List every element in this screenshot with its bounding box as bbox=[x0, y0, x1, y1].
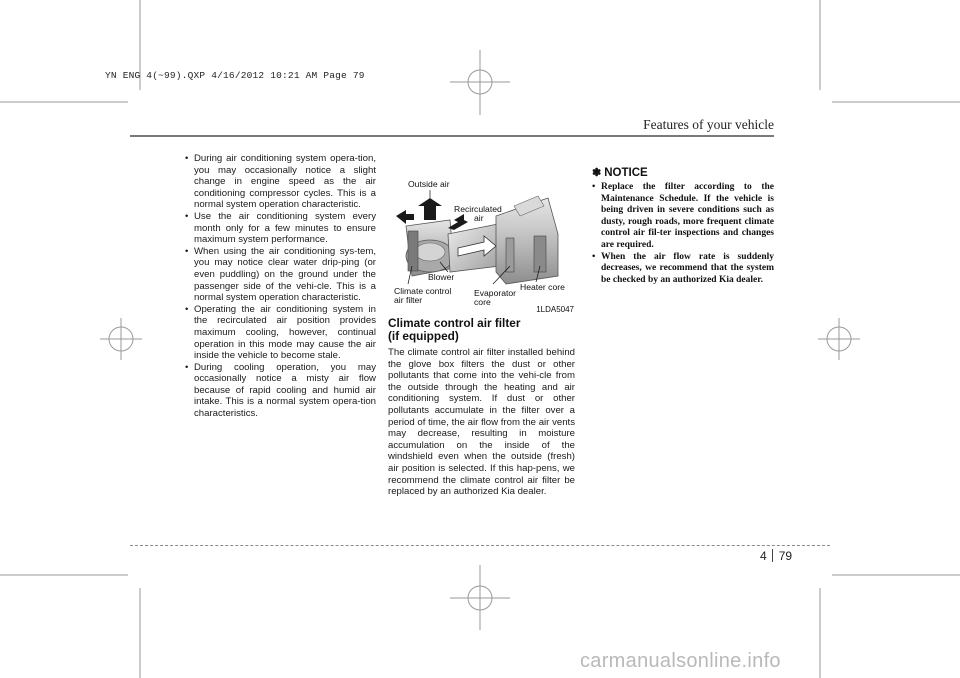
page-number bbox=[760, 549, 792, 563]
list-item: • Use the air conditioning system every month only for a few minutes to ensure maximum system performance. bbox=[185, 210, 376, 246]
ac-tips-column bbox=[184, 153, 376, 420]
label-blower: Blower bbox=[428, 272, 455, 282]
heading-line-2: (if equipped) bbox=[388, 329, 459, 343]
bullet-text: During cooling operation, you may occasionally notice a misty air flow because of rapid cooling and humid air intake. This is a normal system opera-tion characteristics. bbox=[194, 361, 376, 420]
notice-text: When the air flow rate is suddenly decreases, we recommend that the system be checked by an authorized Kia dealer. bbox=[601, 251, 774, 285]
ac-tips-list bbox=[184, 153, 376, 420]
list-item: • During cooling operation, you may occasionally notice a misty air flow because of rapid cooling and humid air intake. This is a normal system opera-tion characteristics. bbox=[185, 361, 376, 420]
figure-code: 1LDA5047 bbox=[536, 305, 574, 314]
notice-title: NOTICE bbox=[604, 167, 648, 179]
notice-heading bbox=[592, 166, 774, 179]
bullet-text: Use the air conditioning system every month only for a few minutes to ensure maximum system performance. bbox=[194, 210, 376, 246]
list-item: • Operating the air conditioning system in the recirculated air position provides maximum cooling, however, continual operation in this mode may cause the air inside the vehicle to become stale. bbox=[185, 303, 376, 362]
notice-star-icon: ✽ bbox=[592, 167, 602, 179]
watermark: carmanualsonline.info bbox=[580, 650, 781, 672]
label-heater-core: Heater core bbox=[520, 282, 565, 292]
label-evaporator-2: core bbox=[474, 297, 491, 307]
label-air-filter-1: Climate control bbox=[394, 286, 452, 296]
label-air-filter-2: air filter bbox=[394, 295, 423, 305]
list-item: • Replace the filter according to the Maintenance Schedule. If the vehicle is being driven in severe conditions such as dusty, rough roads, more frequent climate control air fil-ter inspections and changes are required. bbox=[592, 182, 774, 250]
print-slug: YN ENG 4(~99).QXP 4/16/2012 10:21 AM Page 79 bbox=[105, 70, 365, 81]
header-rule bbox=[130, 135, 774, 137]
notice-list bbox=[592, 182, 774, 286]
climate-filter-section bbox=[388, 317, 575, 498]
chapter-number: 4 bbox=[760, 549, 767, 563]
notice-box bbox=[592, 166, 774, 286]
bullet-text: When using the air conditioning sys-tem, you may notice clear water drip-ping (or even puddling) on the ground under the passenger side of the vehi-cle. This is a normal system operation characteristic. bbox=[194, 245, 376, 304]
section-title: Features of your vehicle bbox=[643, 117, 774, 132]
page-number-value: 79 bbox=[778, 549, 793, 563]
section-body: The climate control air filter installed behind the glove box filters the dust or other pollutants that come into the vehi-cle from the outside through the heating and air conditioning system. If dust or other pollutants accumulate in the filter over a period of time, the air flow from the air vents may decrease, resulting in moisture accumulation on the inside of the windshield even when the outside (fresh) air position is selected. If this hap-pens, we recommend the climate control air filter be replaced by an authorized Kia dealer. bbox=[388, 347, 575, 498]
label-recirculated-air-1: Recirculated bbox=[454, 204, 502, 214]
page-separator bbox=[772, 549, 773, 562]
bullet-text: Operating the air conditioning system in the recirculated air position provides maximum cooling, however, continual operation in this mode may cause the air inside the vehicle to become stale. bbox=[194, 303, 376, 362]
bullet-text: During air conditioning system opera-tion, you may occasionally notice a slight change in engine speed as the air conditioning compressor cycles. This is a normal system operation characteristic. bbox=[194, 153, 376, 211]
label-outside-air: Outside air bbox=[408, 179, 450, 189]
climate-filter-diagram bbox=[388, 176, 578, 316]
heading-line-1: Climate control air filter bbox=[388, 316, 521, 330]
list-item: • When the air flow rate is suddenly decreases, we recommend that the system be checked by an authorized Kia dealer. bbox=[592, 251, 774, 285]
footer-rule bbox=[130, 545, 830, 546]
list-item: • During air conditioning system opera-tion, you may occasionally notice a slight change in engine speed as the air conditioning compressor cycles. This is a normal system operation characteristic. bbox=[185, 153, 376, 211]
label-evaporator-1: Evaporator bbox=[474, 288, 517, 298]
list-item: • When using the air conditioning sys-tem, you may notice clear water drip-ping (or even puddling) on the ground under the passenger side of the vehi-cle. This is a normal system operation characteristic. bbox=[185, 245, 376, 304]
label-recirculated-air-2: air bbox=[474, 213, 484, 223]
notice-text: Replace the filter according to the Maintenance Schedule. If the vehicle is being driven in severe conditions such as dusty, rough roads, more frequent climate control air fil-ter inspections and changes are required. bbox=[601, 182, 774, 250]
section-heading bbox=[388, 317, 575, 343]
